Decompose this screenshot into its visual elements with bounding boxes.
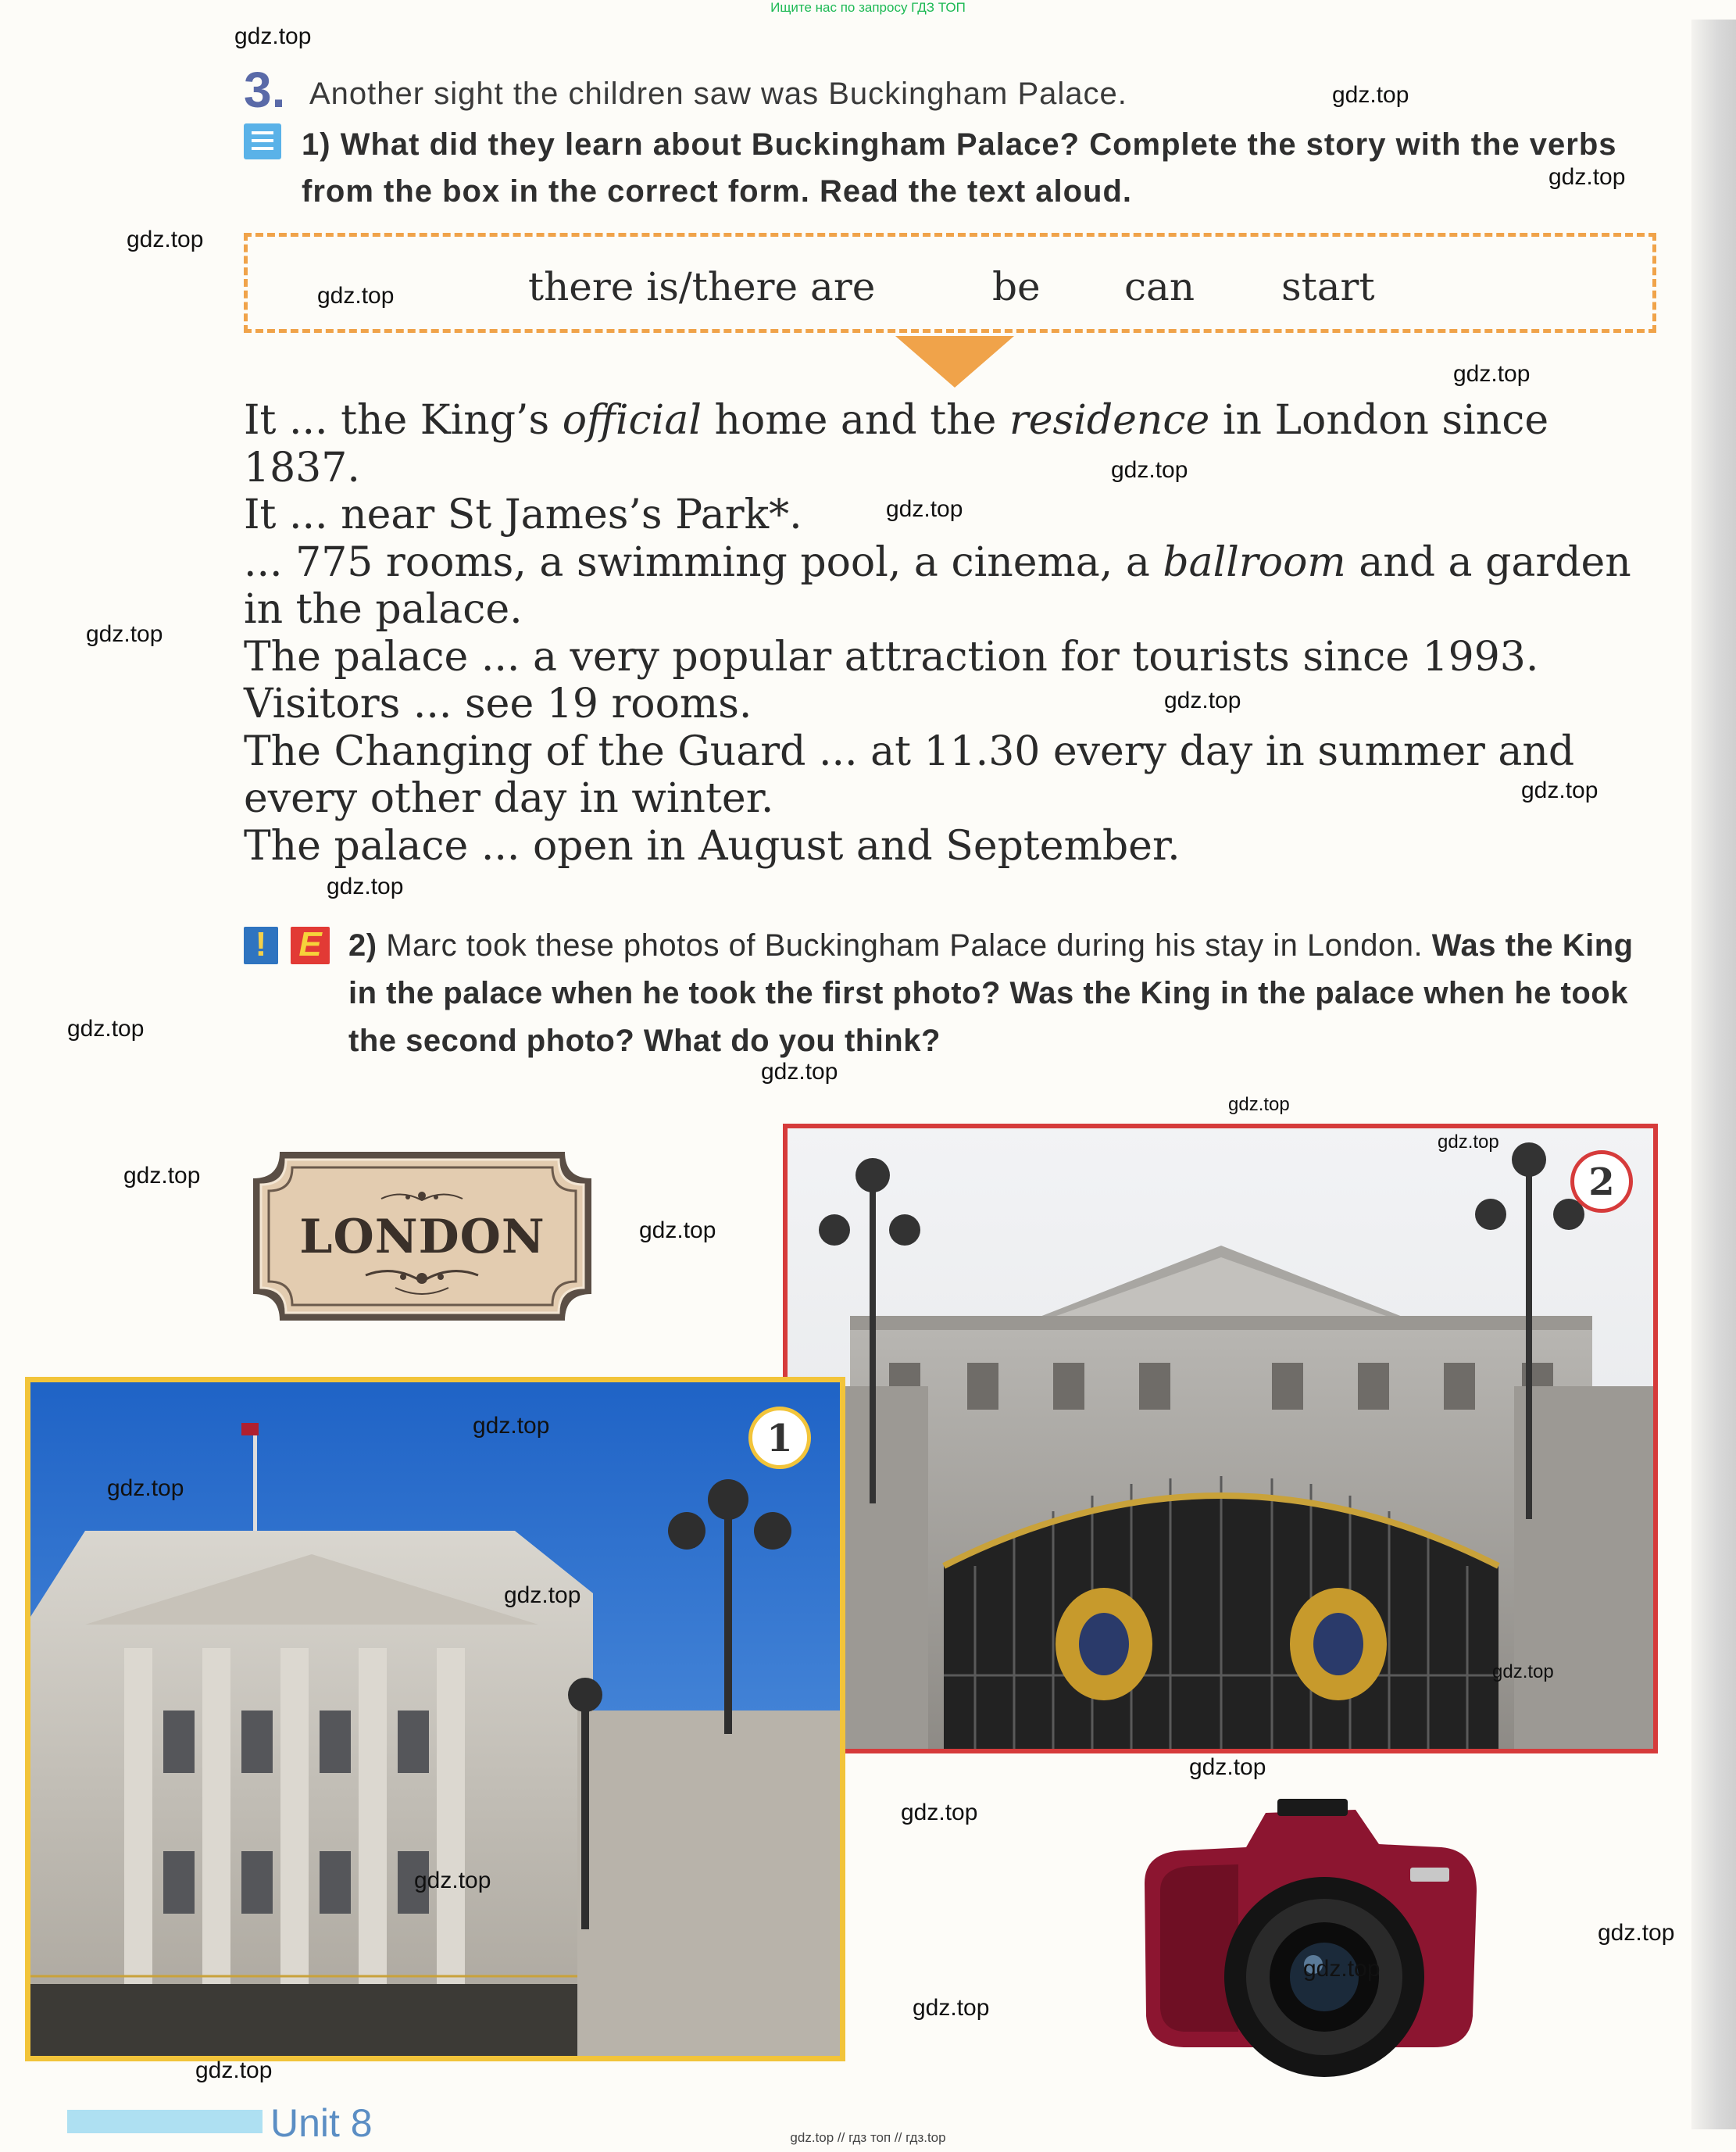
watermark: gdz.top [901, 1800, 978, 1825]
page-gutter-shadow [1691, 20, 1736, 2129]
watermark: gdz.top [1521, 778, 1598, 803]
watermark: gdz.top [123, 1163, 201, 1189]
photo-number-badge: 2 [1570, 1150, 1633, 1213]
watermark: gdz.top [1228, 1094, 1290, 1115]
top-banner: Ищите нас по запросу ГДЗ ТОП [770, 0, 966, 15]
list-icon [244, 123, 281, 159]
watermark: gdz.top [1332, 82, 1409, 108]
story-text [244, 397, 1656, 870]
task1-text: What did they learn about Buckingham Palace? Complete the story with the verbs from the box in the correct form. Read the text aloud. [302, 127, 1617, 209]
story-line: The palace ... a very popular attraction for tourists since 1993. [244, 633, 1539, 681]
word-box-item: can [1124, 264, 1195, 309]
watermark: gdz.top [886, 496, 963, 522]
watermark: gdz.top [761, 1059, 838, 1085]
task2-label: 2) [348, 928, 377, 963]
watermark: gdz.top [86, 621, 163, 647]
word-box-arrow-icon [895, 336, 1014, 388]
watermark: gdz.top [913, 1995, 990, 2021]
story-line: The Changing of the Guard ... at 11.30 every day in summer and [244, 727, 1575, 775]
watermark: gdz.top [504, 1582, 581, 1608]
story-line: Visitors ... see 19 rooms. [244, 681, 752, 727]
watermark: gdz.top [234, 23, 312, 49]
task2-question: Was the King in the palace when he took the first photo? Was the King in the palace when he took the second photo? What do you think? [348, 928, 1634, 1058]
camera-icon [1129, 1782, 1488, 2079]
story-line: The palace ... open in August and September. [244, 822, 1181, 870]
watermark: gdz.top [414, 1868, 491, 1893]
watermark: gdz.top [327, 874, 404, 899]
footer-note: gdz.top // гдз топ // гдз.top [790, 2130, 946, 2145]
watermark: gdz.top [639, 1217, 716, 1243]
camera-illustration [1129, 1782, 1488, 2079]
e-letter-icon: E [291, 927, 330, 964]
task1-label: 1) [302, 127, 331, 162]
unit-label: Unit 8 [270, 2101, 373, 2145]
story-line: every other day in winter. [244, 775, 774, 822]
exercise-number: 3. [244, 62, 286, 118]
watermark: gdz.top [67, 1016, 145, 1042]
exclamation-icon: ! [244, 927, 278, 964]
word-box [244, 233, 1656, 333]
watermark: gdz.top [1111, 457, 1188, 483]
london-sign [248, 1147, 596, 1325]
exercise-intro: Another sight the children saw was Buckingham Palace. [309, 77, 1127, 111]
london-sign-text: LONDON [299, 1210, 545, 1264]
watermark: gdz.top [1492, 1661, 1554, 1682]
word-box-item: start [1281, 264, 1375, 309]
watermark: gdz.top [1453, 361, 1531, 387]
watermark: gdz.top [1548, 164, 1626, 190]
watermark: gdz.top [473, 1413, 550, 1439]
watermark: gdz.top [1189, 1754, 1266, 1780]
watermark: gdz.top [1598, 1920, 1675, 1946]
story-line: It ... the King’s official home and the residence in London since [244, 397, 1549, 444]
story-line: It ... near St James’s Park*. [244, 492, 802, 538]
story-line: 1837. [244, 444, 360, 492]
watermark: gdz.top [317, 283, 395, 309]
story-line: ... 775 rooms, a swimming pool, a cinema, a ballroom and a garden [244, 538, 1631, 586]
task1-instruction [302, 121, 1661, 215]
story-line: in the palace. [244, 586, 523, 633]
word-box-item: be [992, 264, 1041, 309]
task2-instruction [348, 922, 1661, 1065]
word-box-item: there is/there are [528, 264, 876, 309]
palace-gates-illustration [788, 1128, 1653, 1749]
watermark: gdz.top [107, 1475, 184, 1501]
photo-number-badge: 1 [748, 1407, 811, 1469]
watermark: gdz.top [1438, 1131, 1499, 1153]
watermark: gdz.top [1164, 688, 1241, 713]
watermark: gdz.top [195, 2057, 273, 2083]
watermark: gdz.top [127, 227, 204, 252]
watermark: gdz.top [1303, 1956, 1381, 1982]
photo-palace-gates [783, 1124, 1658, 1753]
task2-text: Marc took these photos of Buckingham Palace during his stay in London. [386, 928, 1423, 963]
